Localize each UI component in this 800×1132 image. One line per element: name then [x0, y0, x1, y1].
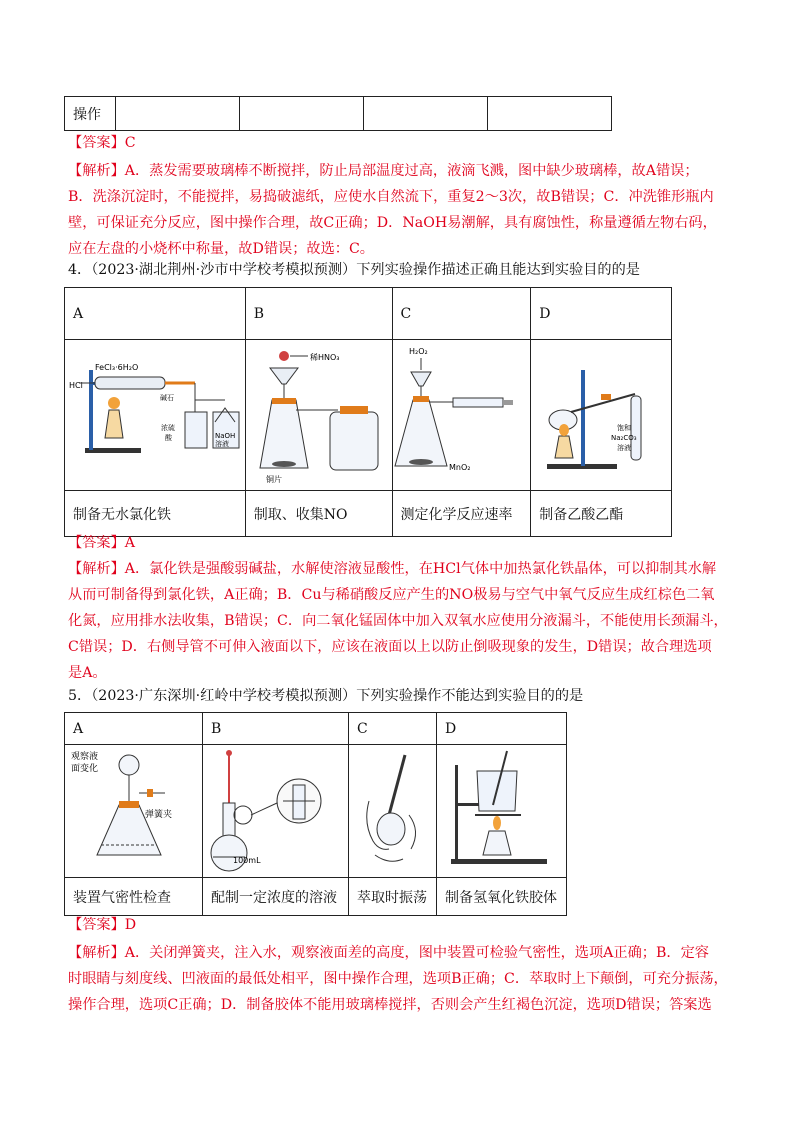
svg-text:铜片: 铜片 — [265, 475, 282, 484]
q5-header-b: B — [203, 713, 349, 745]
no-preparation-apparatus-diagram — [246, 340, 390, 486]
svg-text:稀HNO₃: 稀HNO₃ — [309, 353, 340, 362]
svg-text:NaOH: NaOH — [215, 432, 236, 440]
q4-figure-c — [392, 340, 531, 491]
ethyl-acetate-apparatus-diagram — [531, 340, 669, 486]
anhydrous-fecl3-apparatus-diagram — [65, 340, 243, 486]
q4-figure-a — [65, 340, 246, 491]
svg-text:溶液: 溶液 — [215, 440, 229, 448]
airtightness-check-diagram — [65, 745, 201, 873]
q5-options-table — [64, 712, 567, 916]
q5-figure-d — [437, 745, 567, 878]
q4-caption-b: 制取、收集NO — [245, 491, 392, 537]
q4-caption-a: 制备无水氯化铁 — [65, 491, 246, 537]
q5-header-a: A — [65, 713, 203, 745]
q5-figure-c — [349, 745, 437, 878]
q4-header-a: A — [65, 288, 246, 340]
q3-explanation-line-1: 【解析】A．蒸发需要玻璃棒不断搅拌，防止局部温度过高，液滴飞溅，图中缺少玻璃棒，故A错误； — [68, 163, 699, 179]
svg-text:溶液: 溶液 — [617, 444, 632, 452]
q4-header-b: B — [245, 288, 392, 340]
svg-text:100mL: 100mL — [233, 856, 261, 865]
q5-caption-b: 配制一定浓度的溶液 — [203, 878, 349, 916]
q4-explanation-line-1: 【解析】A．氯化铁是强酸弱碱盐，水解使溶液显酸性，在HCl气体中加热氯化铁晶体，可以抑制其水解 — [68, 561, 717, 577]
q4-caption-c: 测定化学反应速率 — [392, 491, 531, 537]
svg-text:浓硫: 浓硫 — [161, 424, 175, 432]
q5-answer: 【答案】D — [68, 917, 137, 933]
svg-text:MnO₂: MnO₂ — [448, 463, 470, 472]
q4-options-table — [64, 287, 672, 537]
q4-explanation-line-3: 化氮，应用排水法收集，B错误；C．向二氧化锰固体中加入双氧水应使用分液漏斗，不能使用长颈漏斗， — [68, 613, 728, 629]
q5-figure-b — [203, 745, 349, 878]
ferric-hydroxide-colloid-diagram — [437, 745, 565, 873]
q4-figure-d — [531, 340, 672, 491]
q4-answer: 【答案】A — [68, 535, 135, 551]
q4-explanation-line-2: 从而可制备得到氯化铁，A正确；B．Cu与稀硝酸反应产生的NO极易与空气中氧气反应生成红棕色二氧 — [68, 587, 715, 603]
q4-figure-b — [245, 340, 392, 491]
svg-text:酸: 酸 — [165, 434, 172, 442]
q5-explanation-line-1: 【解析】A．关闭弹簧夹，注入水，观察液面差的高度，图中装置可检验气密性，选项A正确；B．定容 — [68, 945, 709, 961]
q3-explanation-line-2: B．洗涤沉淀时，不能搅拌，易捣破滤纸，应使水自然流下，重复2～3次，故B错误；C．冲洗锥形瓶内 — [68, 189, 714, 205]
operation-cell-d — [488, 97, 612, 131]
q5-question: 5．（2023·广东深圳·红岭中学校考模拟预测）下列实验操作不能达到实验目的的是 — [68, 688, 584, 704]
q4-explanation-line-4: C错误；D．右侧导管不可伸入液面以下，应该在液面以上以防止倒吸现象的发生，D错误；故合理选项 — [68, 639, 712, 655]
svg-text:面变化: 面变化 — [71, 764, 99, 774]
reaction-rate-apparatus-diagram — [393, 340, 529, 486]
q4-caption-d: 制备乙酸乙酯 — [531, 491, 672, 537]
q5-caption-a: 装置气密性检查 — [65, 878, 203, 916]
q5-explanation-line-2: 时眼睛与刻度线、凹液面的最低处相平，图中操作合理，选项B正确；C．萃取时上下颠倒，可充分振荡， — [68, 971, 728, 987]
q4-header-c: C — [392, 288, 531, 340]
svg-text:FeCl₃·6H₂O: FeCl₃·6H₂O — [95, 363, 139, 372]
operation-cell-b — [240, 97, 364, 131]
svg-text:观察液: 观察液 — [71, 752, 99, 762]
volumetric-flask-diagram — [203, 745, 347, 873]
q4-explanation-line-5: 是A。 — [68, 665, 107, 681]
operation-cell-a — [116, 97, 240, 131]
svg-text:Na₂CO₃: Na₂CO₃ — [611, 434, 637, 442]
operation-cell-c — [364, 97, 488, 131]
svg-text:HCl: HCl — [69, 381, 83, 390]
q5-figure-a — [65, 745, 203, 878]
q3-operation-table — [64, 96, 612, 131]
svg-text:弹簧夹: 弹簧夹 — [145, 810, 173, 820]
q3-explanation-line-3: 壁，可保证充分反应，图中操作合理，故C正确；D．NaOH易潮解，具有腐蚀性，称量遵循左物右码， — [68, 215, 717, 231]
q5-header-c: C — [349, 713, 437, 745]
svg-text:H₂O₂: H₂O₂ — [408, 347, 428, 356]
q5-header-d: D — [437, 713, 567, 745]
q5-caption-c: 萃取时振荡 — [349, 878, 437, 916]
q5-caption-d: 制备氢氧化铁胶体 — [437, 878, 567, 916]
operation-row-label: 操作 — [65, 97, 116, 131]
separatory-funnel-shaking-diagram — [349, 745, 435, 873]
q4-header-d: D — [531, 288, 672, 340]
q3-answer: 【答案】C — [68, 135, 136, 151]
svg-text:碱石: 碱石 — [160, 394, 174, 402]
svg-text:饱和: 饱和 — [617, 424, 632, 432]
q3-explanation-line-4: 应在左盘的小烧杯中称量，故D错误；故选：C。 — [68, 241, 374, 257]
q5-explanation-line-3: 操作合理，选项C正确；D．制备胶体不能用玻璃棒搅拌，否则会产生红褐色沉淀，选项D错误；答案选 — [68, 997, 712, 1013]
q4-question: 4．（2023·湖北荆州·沙市中学校考模拟预测）下列实验操作描述正确且能达到实验目的的是 — [68, 262, 640, 278]
